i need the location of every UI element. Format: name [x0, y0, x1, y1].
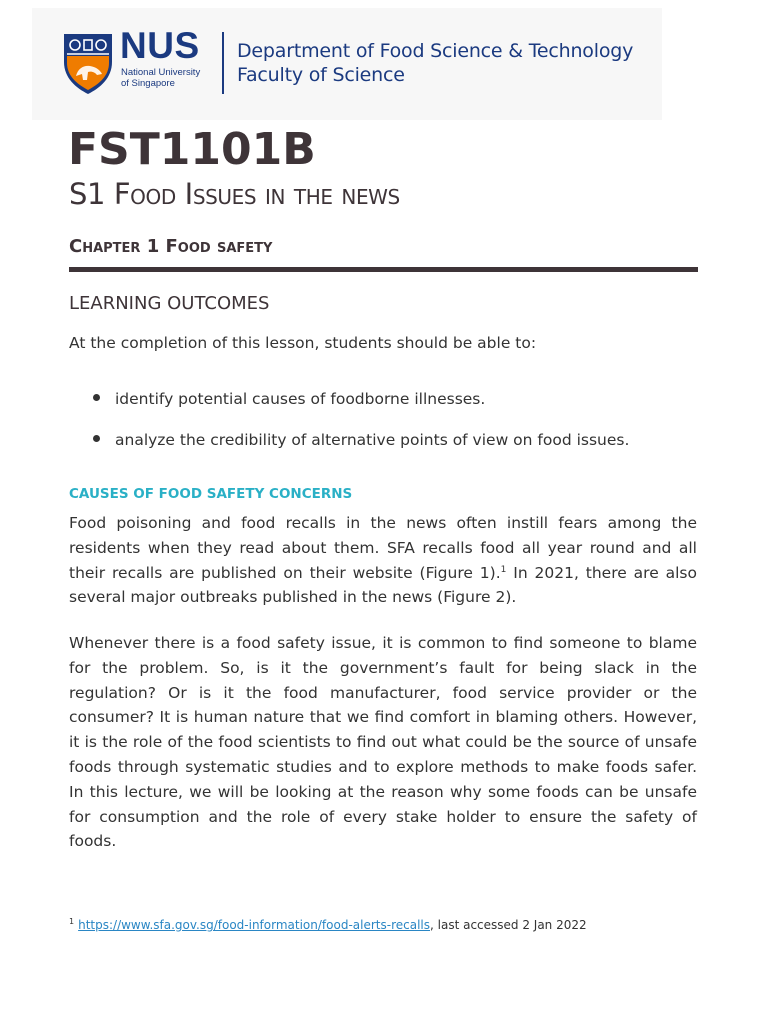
- learning-outcome-item: [93, 431, 629, 449]
- footnote: [69, 917, 587, 932]
- footnote-reference: 1: [500, 564, 507, 575]
- causes-section-heading: CAUSES OF FOOD SAFETY CONCERNS: [69, 486, 353, 502]
- nus-subtitle-line-2: of Singapore: [121, 78, 175, 89]
- nus-crest-logo: [62, 32, 114, 96]
- learning-outcome-text: identify potential causes of foodborne illnesses.: [115, 390, 486, 408]
- causes-paragraph-1: [69, 511, 697, 610]
- learning-outcomes-heading: LEARNING OUTCOMES: [69, 293, 270, 314]
- learning-outcome-item: [93, 390, 485, 408]
- learning-outcome-text: analyze the credibility of alternative points of view on food issues.: [115, 431, 630, 449]
- nus-wordmark: NUS: [120, 25, 200, 66]
- sfa-recalls-link[interactable]: https://www.sfa.gov.sg/food-information/food-alerts-recalls: [78, 918, 430, 932]
- paragraph-1-text: Food poisoning and food recalls in the news often instill fears among the residents when they read about them. SFA recalls food all year round and all their recalls are published on their website (Figure 1).: [69, 514, 697, 582]
- course-code: FST1101B: [68, 124, 316, 175]
- department-name: Department of Food Science & Technology: [237, 40, 634, 62]
- title-rule: [69, 267, 698, 272]
- bullet-icon: [93, 435, 100, 442]
- bullet-icon: [93, 394, 100, 401]
- paragraph-1-text-continued: In 2021, there are also several major outbreaks published in the news (Figure 2).: [69, 563, 697, 607]
- footnote-suffix: , last accessed 2 Jan 2022: [430, 918, 587, 932]
- document-subtitle: S1 Food Issues in the news: [69, 177, 400, 211]
- nus-wordmark-subtitle: [121, 67, 200, 89]
- chapter-title: Chapter 1 Food safety: [69, 236, 273, 257]
- causes-paragraph-2: Whenever there is a food safety issue, it is common to find someone to blame for the problem. So, is it the government’s fault for being slack in the regulation? Or is it the food manufacturer, food service provider or the consumer? It is human nature that we find comfort in blaming others. However, it is the role of the food scientists to find out what could be the source of unsafe foods through systematic studies and to explore methods to make foods safer. In this lecture, we will be looking at the reason why some foods can be unsafe for consumption and the role of every stake holder to ensure the safety of foods.: [69, 634, 697, 851]
- header-divider: [222, 32, 224, 94]
- nus-subtitle-line-1: National University: [121, 67, 201, 78]
- footnote-number: 1: [69, 917, 75, 926]
- faculty-name: Faculty of Science: [237, 64, 405, 86]
- learning-outcomes-intro: At the completion of this lesson, students should be able to:: [69, 334, 537, 352]
